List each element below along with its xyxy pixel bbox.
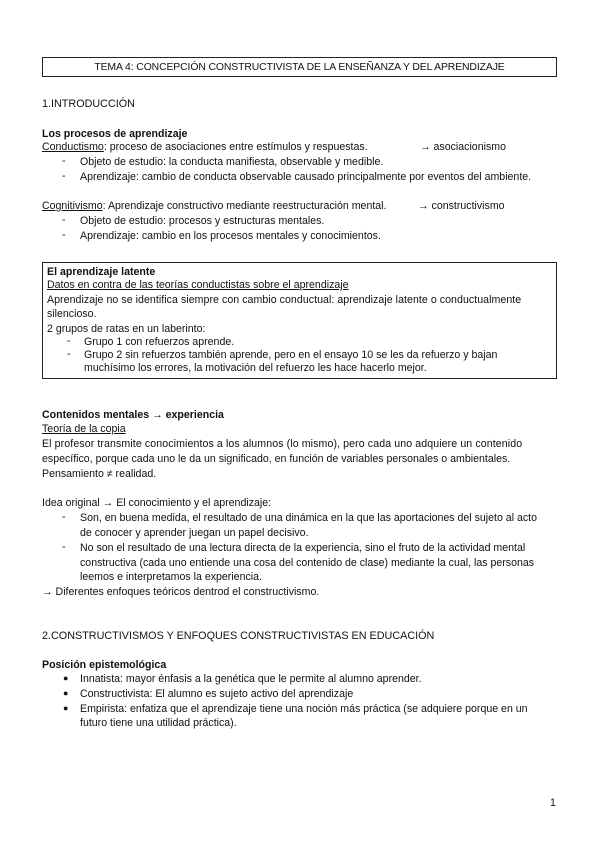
section-1-heading: 1.INTRODUCCIÓN xyxy=(42,98,135,110)
conductismo-tag: → asociacionismo xyxy=(420,141,506,153)
list-item: Empirista: enfatiza que el aprendizaje tiene una noción más práctica (se adquiere porque en un xyxy=(80,703,528,715)
dash-marker: - xyxy=(62,155,66,167)
page-number: 1 xyxy=(550,797,556,809)
latente-heading: El aprendizaje latente xyxy=(47,266,156,278)
list-item-continuation: muchísimo los errores, la motivación del refuerzo les hace hacerlo mejor. xyxy=(84,362,427,374)
contenidos-paragraph-line: Pensamiento ≠ realidad. xyxy=(42,468,157,480)
idea-original: Idea original → El conocimiento y el aprendizaje: xyxy=(42,497,272,509)
list-item: No son el resultado de una lectura directa de la experiencia, sino el fruto de la actividad mental xyxy=(80,542,526,554)
bullet-dot: ● xyxy=(63,703,69,713)
list-item-continuation: leemos e interpretamos la experiencia. xyxy=(80,571,262,583)
dash-marker: - xyxy=(67,335,71,347)
list-item: Grupo 1 con refuerzos aprende. xyxy=(84,336,235,348)
dash-marker: - xyxy=(62,541,66,553)
contenidos-heading: Contenidos mentales → experiencia xyxy=(42,409,224,421)
conductismo-term: Conductismo xyxy=(42,141,104,153)
dash-marker: - xyxy=(62,170,66,182)
cognitivismo-tag: → constructivismo xyxy=(418,200,505,212)
latente-line-2: silencioso. xyxy=(47,308,97,320)
procesos-heading: Los procesos de aprendizaje xyxy=(42,128,188,140)
list-item: Objeto de estudio: procesos y estructuras mentales. xyxy=(80,215,325,227)
contenidos-conclusion: → Diferentes enfoques teóricos dentrod el constructivismo. xyxy=(42,586,320,598)
dash-marker: - xyxy=(67,348,71,360)
conductismo-definition: : proceso de asociaciones entre estímulos y respuestas. xyxy=(103,141,368,153)
list-item-continuation: de conocer y aprender juegan un papel decisivo. xyxy=(80,527,309,539)
latente-line-3: 2 grupos de ratas en un laberinto: xyxy=(47,323,206,335)
cognitivismo-term: Cognitivismo xyxy=(42,200,103,212)
contenidos-paragraph-line: El profesor transmite conocimientos a los alumnos (lo mismo), pero cada uno adquiere un contenido xyxy=(42,438,523,450)
latente-subheading: Datos en contra de las teorías conductistas sobre el aprendizaje xyxy=(47,279,349,291)
section-2-heading: 2.CONSTRUCTIVISMOS Y ENFOQUES CONSTRUCTIVISTAS EN EDUCACIÓN xyxy=(42,630,435,642)
cognitivismo-definition: : Aprendizaje constructivo mediante reestructuración mental. xyxy=(102,200,387,212)
dash-marker: - xyxy=(62,229,66,241)
list-item: Objeto de estudio: la conducta manifiesta, observable y medible. xyxy=(80,156,384,168)
page-title: TEMA 4: CONCEPCIÓN CONSTRUCTIVISTA DE LA ENSEÑANZA Y DEL APRENDIZAJE xyxy=(42,57,557,77)
contenidos-subheading: Teoría de la copia xyxy=(42,423,126,435)
latente-line-1: Aprendizaje no se identifica siempre con cambio conductual: aprendizaje latente o conductualmente xyxy=(47,294,522,306)
list-item: Son, en buena medida, el resultado de una dinámica en la que las aportaciones del sujeto al acto xyxy=(80,512,538,524)
list-item: Aprendizaje: cambio de conducta observable causado principalmente por eventos del ambiente. xyxy=(80,171,532,183)
conductismo-line xyxy=(42,140,368,154)
list-item-continuation: futuro tiene una utilidad práctica). xyxy=(80,717,237,729)
posicion-heading: Posición epistemológica xyxy=(42,659,167,671)
cognitivismo-line xyxy=(42,199,386,213)
bullet-dot: ● xyxy=(63,673,69,683)
contenidos-paragraph-line: específico, porque cada uno le da un significado, en función de variables personales o ambientales. xyxy=(42,453,511,465)
dash-marker: - xyxy=(62,214,66,226)
list-item: Grupo 2 sin refuerzos también aprende, pero en el ensayo 10 se les da refuerzo y bajan xyxy=(84,349,498,361)
list-item: Aprendizaje: cambio en los procesos mentales y conocimientos. xyxy=(80,230,381,242)
list-item-continuation: constructiva (cada uno entiende una cosa del contenido de clase) mediante la cual, las personas xyxy=(80,557,535,569)
dash-marker: - xyxy=(62,511,66,523)
list-item: Innatista: mayor énfasis a la genética que le permite al alumno aprender. xyxy=(80,673,422,685)
list-item: Constructivista: El alumno es sujeto activo del aprendizaje xyxy=(80,688,354,700)
bullet-dot: ● xyxy=(63,688,69,698)
